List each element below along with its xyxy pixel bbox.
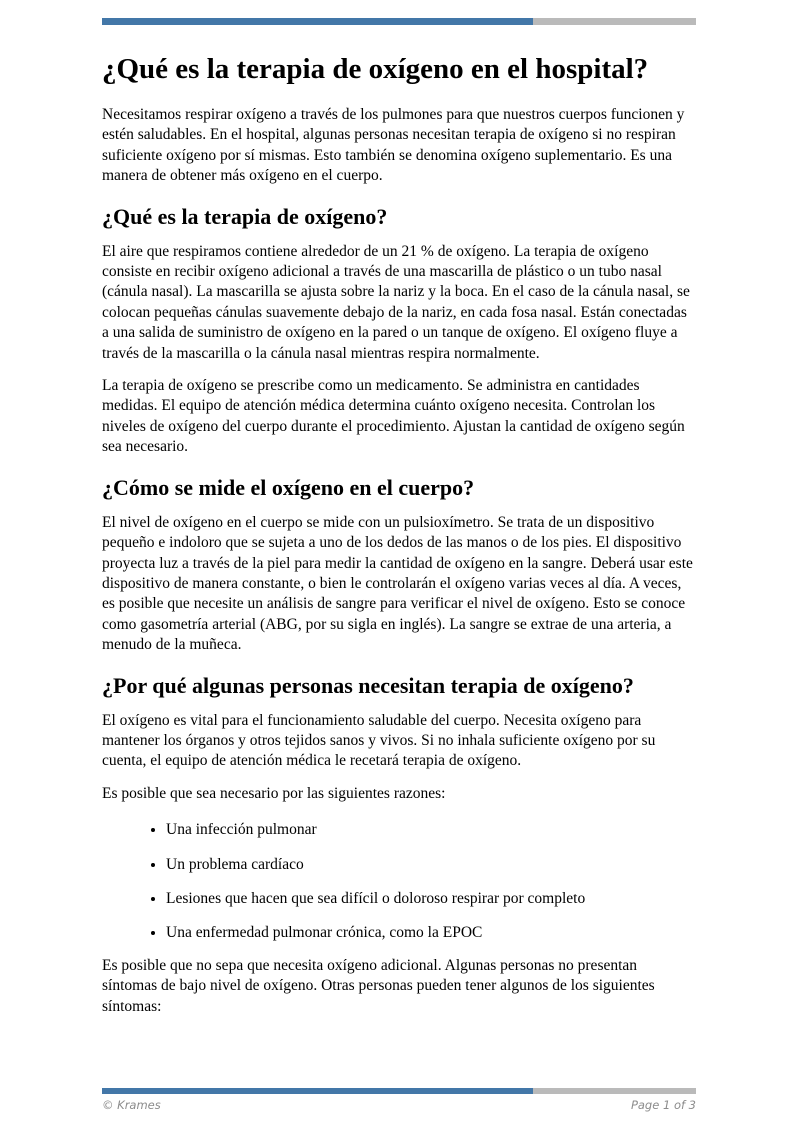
footer-accent-bar-blue-segment bbox=[102, 1088, 533, 1094]
copyright-text: © Krames bbox=[102, 1098, 161, 1112]
page-number-text: Page 1 of 3 bbox=[630, 1098, 696, 1112]
top-accent-bar-gray-segment bbox=[533, 18, 696, 25]
footer bbox=[102, 1098, 696, 1112]
bullet-item: • Un problema cardíaco bbox=[166, 855, 696, 875]
bullet-item: • Lesiones que hacen que sea difícil o doloroso respirar por completo bbox=[166, 889, 696, 909]
section-heading-why-needed: ¿Por qué algunas personas necesitan terapia de oxígeno? bbox=[102, 672, 634, 698]
intro-paragraph: Necesitamos respirar oxígeno a través de los pulmones para que nuestros cuerpos funcionen y estén saludables. En el hospital, algunas personas necesitan terapia de oxígeno si no respiran suficiente oxígeno por sí mismas. Esto también se denomina oxígeno suplementario. Es una manera de obtener más oxígeno en el cuerpo. bbox=[102, 106, 685, 185]
document-body bbox=[102, 25, 696, 1029]
bullet-item: • Una enfermedad pulmonar crónica, como la EPOC bbox=[166, 923, 696, 943]
paragraph: El oxígeno es vital para el funcionamiento saludable del cuerpo. Necesita oxígeno para mantener los órganos y otros tejidos sanos y vivos. Si no inhala suficiente oxígeno por su cuenta, el equipo de atención médica le recetará terapia de oxígeno. bbox=[102, 711, 656, 770]
closing-paragraph: Es posible que no sepa que necesita oxígeno adicional. Algunas personas no presentan síntomas de bajo nivel de oxígeno. Otras personas pueden tener algunos de los siguientes síntomas: bbox=[102, 956, 655, 1015]
section-heading-what-is: ¿Qué es la terapia de oxígeno? bbox=[102, 203, 388, 229]
paragraph: El aire que respiramos contiene alrededor de un 21 % de oxígeno. La terapia de oxígeno consiste en recibir oxígeno adicional a través de una mascarilla de plástico o un tubo nasal (cánula nasal). La mascarilla se ajusta sobre la nariz y la boca. En el caso de la cánula nasal, se colocan pequeñas cánulas suavemente debajo de la nariz, en cada fosa nasal. Están conectadas a una salida de suministro de oxígeno en la pared o un tanque de oxígeno. El oxígeno fluye a través de la mascarilla o la cánula nasal mientras respira normalmente. bbox=[102, 242, 690, 362]
section-heading-how-measured: ¿Cómo se mide el oxígeno en el cuerpo? bbox=[102, 474, 475, 500]
reasons-bullet-list bbox=[102, 820, 696, 944]
page-title: ¿Qué es la terapia de oxígeno en el hospital? bbox=[102, 53, 649, 85]
paragraph: La terapia de oxígeno se prescribe como un medicamento. Se administra en cantidades medidas. El equipo de atención médica determina cuánto oxígeno necesita. Controlan los niveles de oxígeno del cuerpo durante el procedimiento. Ajustan la cantidad de oxígeno según sea necesario. bbox=[102, 377, 685, 456]
top-accent-bar-blue-segment bbox=[102, 18, 533, 25]
paragraph: Es posible que sea necesario por las siguientes razones: bbox=[102, 784, 446, 802]
footer-accent-bar-gray-segment bbox=[533, 1088, 696, 1094]
bullet-item: • Una infección pulmonar bbox=[166, 820, 696, 840]
footer-accent-bar bbox=[102, 1088, 696, 1094]
paragraph: El nivel de oxígeno en el cuerpo se mide con un pulsioxímetro. Se trata de un dispositivo pequeño e indoloro que se sujeta a uno de los dedos de las manos o de los pies. El dispositivo proyecta luz a través de la piel para medir la cantidad de oxígeno en la sangre. Deberá usar este dispositivo de manera constante, o bien le controlarán el oxígeno varias veces al día. A veces, es posible que necesite un análisis de sangre para verificar el nivel de oxígeno. Esto se conoce como gasometría arterial (ABG, por su sigla en inglés). La sangre se extrae de una arteria, a menudo de la muñeca. bbox=[102, 513, 693, 654]
top-accent-bar bbox=[102, 18, 696, 25]
